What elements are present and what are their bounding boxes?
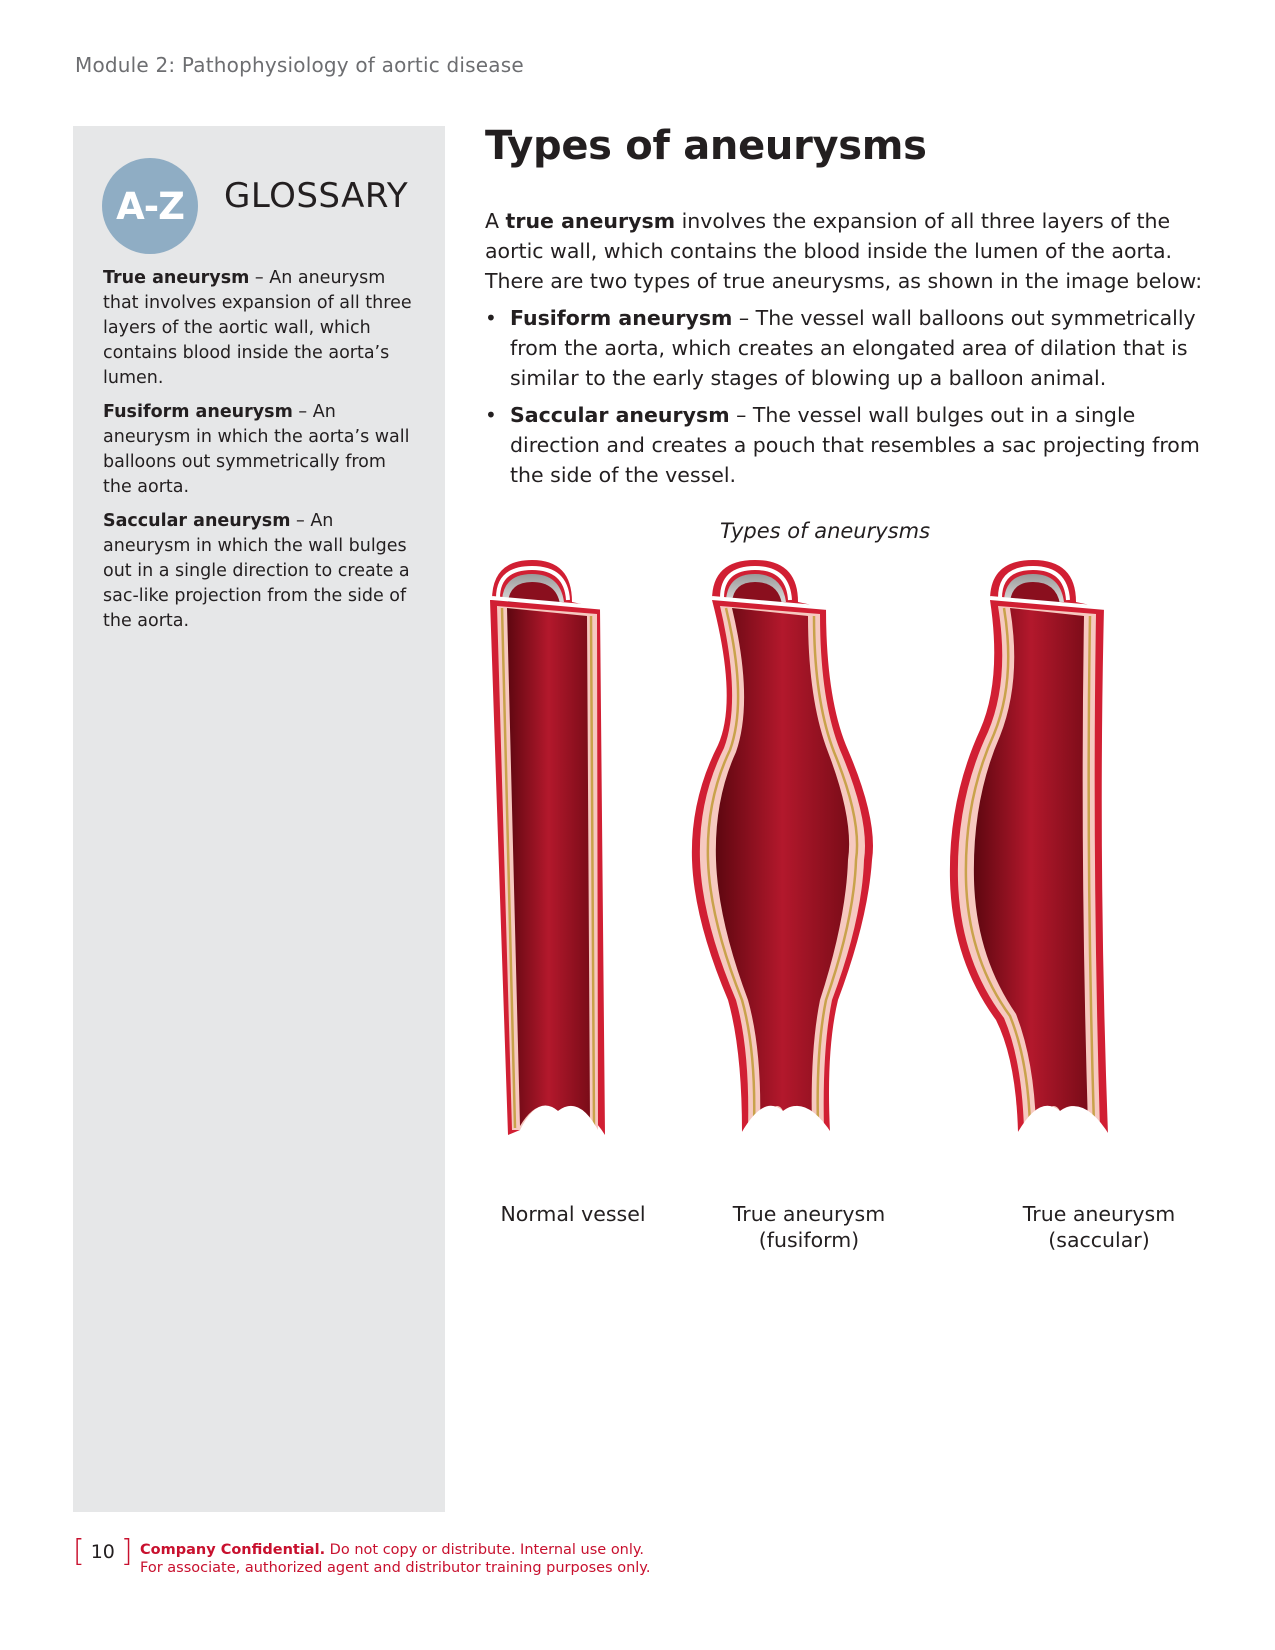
confidentiality-line1 [140,1541,650,1559]
confidentiality-line2: For associate, authorized agent and distributor training purposes only. [140,1560,651,1576]
bracket-left-icon: [ [73,1534,85,1569]
label-saccular-line1: True aneurysm [1022,1202,1176,1226]
label-fusiform [699,1201,919,1253]
intro-prefix: A [485,209,506,233]
intro-rest: involves the expansion of all three layers of the aortic wall, which contains the blood inside the lumen of the aorta. There are two types of true aneurysms, as shown in the image below: [485,209,1203,293]
module-header: Module 2: Pathophysiology of aortic disease [75,53,524,77]
glossary-entry-fusiform-aneurysm [103,400,419,500]
figure-caption: Types of aneurysms [720,519,931,543]
list-item-fusiform [485,303,1205,393]
intro-term: true aneurysm [505,209,676,233]
list-item-saccular [485,400,1205,490]
bracket-right-icon: ] [120,1534,133,1569]
glossary-definition: – An aneurysm that involves expansion of all three layers of the aortic wall, which contains blood inside the aorta’s lumen. [103,268,412,388]
glossary-term: Saccular aneurysm [103,511,291,531]
aneurysm-illustration [480,560,1220,1190]
confidential-rest: Do not copy or distribute. Internal use only. [325,1542,645,1558]
confidentiality-notice [140,1541,650,1577]
normal-vessel-drawing [490,560,606,1135]
aneurysm-types-list [485,303,1205,497]
bullet-icon: • [485,403,497,427]
confidential-label: Company Confidential. [140,1542,326,1558]
bullet-text: – The vessel wall bulges out in a single direction and creates a pouch that resembles a sac projecting from the side of the vessel. [510,403,1200,487]
glossary-term: Fusiform aneurysm [103,402,293,422]
glossary-definition: – An aneurysm in which the aorta’s wall balloons out symmetrically from the aorta. [103,402,410,497]
fusiform-aneurysm-drawing [692,560,873,1134]
glossary-entry-true-aneurysm [103,266,419,391]
saccular-aneurysm-drawing [950,560,1110,1136]
label-normal-vessel: Normal vessel [500,1202,646,1226]
label-fusiform-line1: True aneurysm [732,1202,886,1226]
glossary-sidebar [73,126,445,1512]
glossary-term: True aneurysm [103,268,250,288]
glossary-definition: – An aneurysm in which the wall bulges out in a single direction to create a sac-like projection from the side of the aorta. [103,511,410,631]
glossary-title: GLOSSARY [224,176,409,216]
label-fusiform-line2: (fusiform) [758,1228,860,1252]
bullet-icon: • [485,306,497,330]
bullet-term: Fusiform aneurysm [510,306,733,330]
page-number [73,1534,133,1569]
bullet-term: Saccular aneurysm [510,403,730,427]
label-saccular-line2: (saccular) [1048,1228,1150,1252]
glossary-entry-saccular-aneurysm [103,509,419,634]
az-glossary-badge: A-Z [102,158,198,254]
intro-paragraph [485,206,1205,296]
label-saccular [989,1201,1209,1253]
page-number-value: 10 [90,1541,115,1563]
glossary-list [103,266,419,643]
bullet-text: – The vessel wall balloons out symmetrically from the aorta, which creates an elongated area of dilation that is similar to the early stages of blowing up a balloon animal. [510,306,1196,390]
page-title: Types of aneurysms [485,123,927,169]
